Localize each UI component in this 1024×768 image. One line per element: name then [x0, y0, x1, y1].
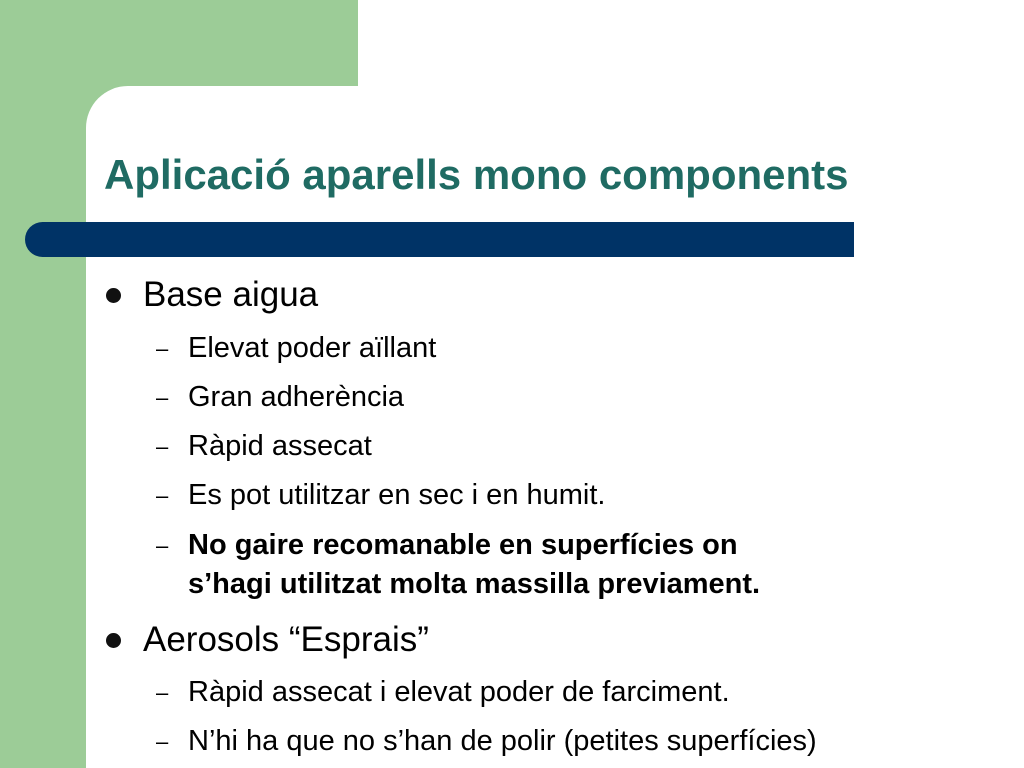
sub-bullet-text-line-1: No gaire recomanable en superfícies on — [188, 529, 738, 561]
sub-bullet-text: Elevat poder aïllant — [188, 332, 437, 364]
bullet-aerosols — [143, 619, 429, 661]
bullet-label: Base aigua — [143, 275, 319, 314]
dash-icon: – — [156, 533, 169, 558]
slide-title: Aplicació aparells mono components — [104, 151, 849, 198]
sub-bullet — [156, 427, 372, 466]
bullet-base-aigua — [143, 274, 318, 316]
sub-bullet-emphasis — [156, 526, 761, 604]
sub-bullet — [156, 476, 606, 515]
sub-bullet — [156, 722, 817, 761]
sub-bullet-text: Ràpid assecat — [188, 430, 372, 462]
dash-icon: – — [156, 385, 169, 410]
sub-bullet-text-line-2: s’hagi utilitzat molta massilla previament. — [188, 568, 761, 600]
dash-icon: – — [156, 483, 169, 508]
dash-icon: – — [156, 729, 169, 754]
dash-icon: – — [156, 336, 169, 361]
bullet-dot-icon — [106, 288, 121, 303]
sub-bullet — [156, 329, 437, 368]
dash-icon: – — [156, 434, 169, 459]
sub-bullet-text: Ràpid assecat i elevat poder de farciment. — [188, 676, 730, 708]
dash-icon: – — [156, 680, 169, 705]
sub-bullet — [156, 673, 730, 712]
bullet-dot-icon — [106, 633, 121, 648]
sub-bullet-text: Gran adherència — [188, 381, 405, 413]
sub-bullet — [156, 378, 405, 417]
bullet-label: Aerosols “Esprais” — [143, 620, 429, 659]
sub-bullet-text: Es pot utilitzar en sec i en humit. — [188, 479, 606, 511]
sub-bullet-text: N’hi ha que no s’han de polir (petites superfícies) — [188, 725, 817, 757]
